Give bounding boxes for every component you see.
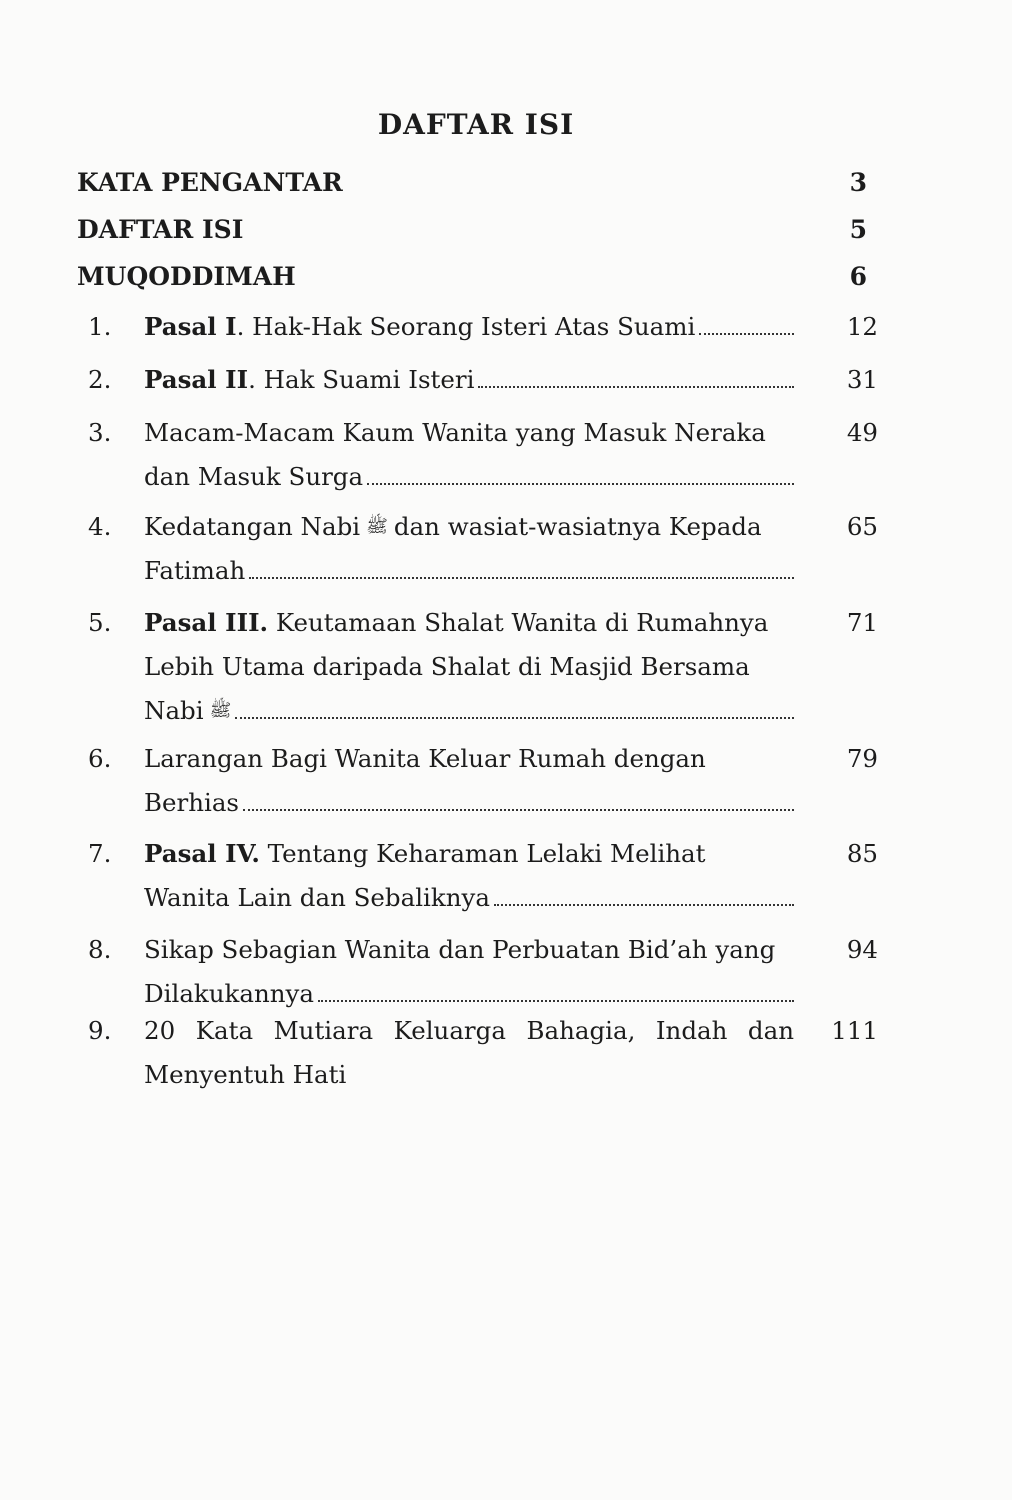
entry-number: 5.: [88, 608, 112, 637]
entry-text: Larangan Bagi Wanita Keluar Rumah dengan: [144, 744, 706, 773]
dot-leader: [494, 876, 794, 906]
entry-number: 3.: [88, 418, 112, 447]
entry-page-number: 49: [846, 418, 878, 447]
entry-text: dan wasiat-wasiatnya Kepada: [393, 512, 762, 541]
dot-leader: [243, 781, 794, 811]
entry-page-number: 111: [831, 1016, 878, 1045]
toc-front-item: [77, 168, 867, 197]
entry-text: Tentang Keharaman Lelaki Melihat: [259, 839, 706, 868]
dot-leader: [478, 358, 794, 388]
entry-text: Menyentuh Hati: [144, 1060, 347, 1089]
entry-number: 1.: [88, 312, 112, 341]
entry-text: Kedatangan Nabi: [144, 512, 361, 541]
entry-page-number: 79: [846, 744, 878, 773]
entry-text: . Hak Suami Isteri: [248, 365, 475, 394]
dot-leader: [318, 972, 794, 1002]
page-title: DAFTAR ISI: [377, 108, 575, 141]
entry-text: Dilakukannya: [144, 979, 315, 1008]
entry-text: Keutamaan Shalat Wanita di Rumahnya: [268, 608, 769, 637]
dot-leader: [699, 305, 794, 335]
dot-leader: [367, 455, 794, 485]
toc-front-item: [77, 215, 867, 244]
toc-page-number: 6: [849, 262, 867, 291]
toc-page-number: 3: [849, 168, 867, 197]
dot-leader: [249, 549, 794, 579]
entry-bold-label: Pasal III.: [144, 608, 269, 637]
toc-page-number: 5: [849, 215, 867, 244]
entry-text: Macam-Macam Kaum Wanita yang Masuk Neraka: [144, 418, 766, 447]
entry-text: 20 Kata Mutiara Keluarga Bahagia, Indah dan: [144, 1016, 794, 1045]
entry-number: 8.: [88, 935, 112, 964]
dot-leader: [235, 689, 794, 719]
salawat-symbol: ﷺ: [366, 516, 388, 537]
toc-label: MUQODDIMAH: [77, 262, 296, 291]
entry-page-number: 31: [846, 365, 878, 394]
entry-page-number: 71: [846, 608, 878, 637]
entry-text: dan Masuk Surga: [144, 462, 364, 491]
entry-number: 6.: [88, 744, 112, 773]
entry-text: Fatimah: [144, 556, 246, 585]
entry-number: 2.: [88, 365, 112, 394]
entry-page-number: 12: [846, 312, 878, 341]
toc-label: KATA PENGANTAR: [77, 168, 343, 197]
entry-text: . Hak-Hak Seorang Isteri Atas Suami: [236, 312, 696, 341]
entry-text: Lebih Utama daripada Shalat di Masjid Bersama: [144, 652, 750, 681]
toc-front-item: [77, 262, 867, 291]
entry-bold-label: Pasal I: [144, 312, 237, 341]
entry-bold-label: Pasal II: [144, 365, 249, 394]
entry-number: 9.: [88, 1016, 112, 1045]
entry-text: Sikap Sebagian Wanita dan Perbuatan Bid’ah yang: [144, 935, 776, 964]
entry-page-number: 85: [846, 839, 878, 868]
entry-page-number: 65: [846, 512, 878, 541]
entry-text: Wanita Lain dan Sebaliknya: [144, 883, 490, 912]
entry-text: Nabi: [144, 696, 204, 725]
entry-page-number: 94: [846, 935, 878, 964]
entry-number: 7.: [88, 839, 112, 868]
salawat-symbol: ﷺ: [209, 700, 232, 721]
entry-text: Berhias: [144, 788, 240, 817]
entry-bold-label: Pasal IV.: [144, 839, 260, 868]
toc-label: DAFTAR ISI: [77, 215, 244, 244]
entry-number: 4.: [88, 512, 112, 541]
